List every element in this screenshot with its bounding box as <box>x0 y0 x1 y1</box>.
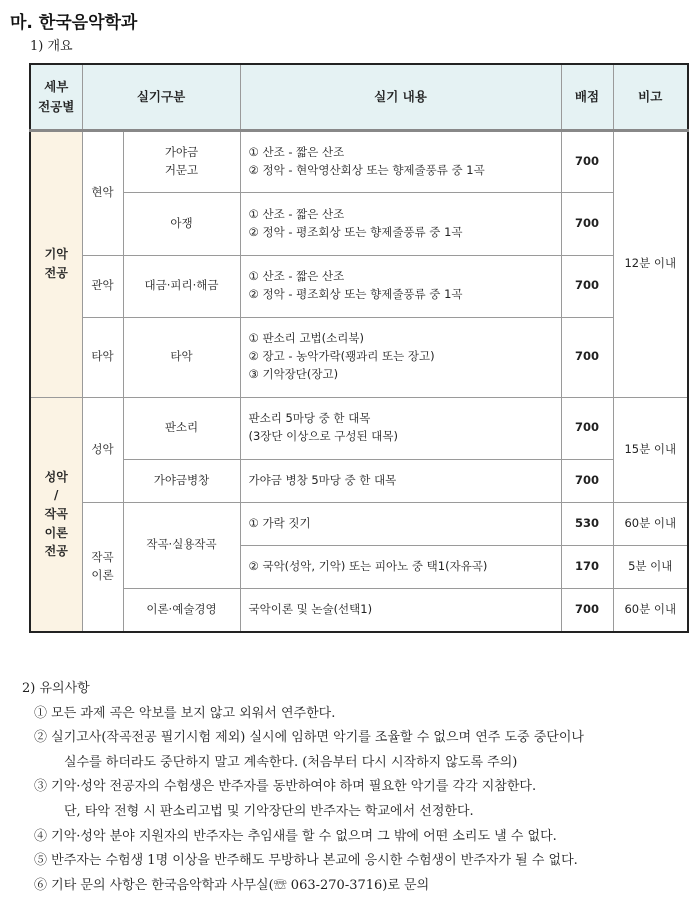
exam-table <box>29 63 689 633</box>
table-row <box>30 192 688 255</box>
group-jakgok: 작곡 이론 <box>82 502 123 632</box>
table-row <box>30 459 688 502</box>
item: 가야금 거문고 <box>123 130 240 192</box>
note-item: ② 실기고사(작곡전공 필기시험 제외) 실시에 임하면 악기를 조율할 수 없으며 연주 도중 중단이나 <box>34 730 584 746</box>
remark: 12분 이내 <box>613 130 688 397</box>
item: 이론·예술경영 <box>123 588 240 632</box>
note-item: ④ 기악·성악 분야 지원자의 반주자는 추임새를 할 수 없으며 그 밖에 어떤 소리도 낼 수 없다. <box>34 828 557 844</box>
header-category: 실기구분 <box>82 64 240 130</box>
group-seongak: 성악 <box>82 397 123 502</box>
content: ① 산조 - 짧은 산조 ② 정악 - 평조회상 또는 향제줄풍류 중 1곡 <box>240 255 561 317</box>
table-row <box>30 397 688 459</box>
table-row <box>30 502 688 545</box>
major-instrumental: 기악 전공 <box>30 130 82 397</box>
item: 가야금병창 <box>123 459 240 502</box>
header-content: 실기 내용 <box>240 64 561 130</box>
score: 700 <box>561 192 613 255</box>
table-row <box>30 255 688 317</box>
score: 700 <box>561 459 613 502</box>
header-remark: 비고 <box>613 64 688 130</box>
remark: 60분 이내 <box>613 588 688 632</box>
score: 170 <box>561 545 613 588</box>
content: ① 산조 - 짧은 산조 ② 정악 - 평조회상 또는 향제줄풍류 중 1곡 <box>240 192 561 255</box>
table-row <box>30 317 688 397</box>
table-row <box>30 130 688 192</box>
score: 700 <box>561 588 613 632</box>
group-hyeonak: 현악 <box>82 130 123 255</box>
content: ① 산조 - 짧은 산조 ② 정악 - 현악영산회상 또는 향제줄풍류 중 1곡 <box>240 130 561 192</box>
section-title: 마. 한국음악학과 <box>10 13 138 33</box>
score: 700 <box>561 317 613 397</box>
score: 700 <box>561 130 613 192</box>
remark: 15분 이내 <box>613 397 688 502</box>
notes-heading: 2) 유의사항 <box>22 681 90 696</box>
item: 작곡·실용작곡 <box>123 502 240 588</box>
content: ① 가락 짓기 <box>240 502 561 545</box>
table-header-row <box>30 64 688 130</box>
note-item-continued: 실수를 하더라도 중단하지 말고 계속한다. (처음부터 다시 시작하지 않도록 주의) <box>64 754 518 770</box>
note-item: ⑥ 기타 문의 사항은 한국음악학과 사무실(☏ 063-270-3716)로 문의 <box>34 877 430 893</box>
content: ① 판소리 고법(소리북) ② 장고 - 농악가락(꽹과리 또는 장고) ③ 기악장단(장고) <box>240 317 561 397</box>
score: 530 <box>561 502 613 545</box>
content: 판소리 5마당 중 한 대목 (3장단 이상으로 구성된 대목) <box>240 397 561 459</box>
item: 아쟁 <box>123 192 240 255</box>
note-item: ③ 기악·성악 전공자의 수험생은 반주자를 동반하여야 하며 필요한 악기를 각각 지참한다. <box>34 779 537 795</box>
content: ② 국악(성악, 기악) 또는 피아노 중 택1(자유곡) <box>240 545 561 588</box>
item: 대금·피리·해금 <box>123 255 240 317</box>
overview-label: 1) 개요 <box>30 39 73 54</box>
content: 가야금 병창 5마당 중 한 대목 <box>240 459 561 502</box>
table-row <box>30 588 688 632</box>
remark: 60분 이내 <box>613 502 688 545</box>
notes-section <box>22 677 584 898</box>
note-item: ① 모든 과제 곡은 악보를 보지 않고 외워서 연주한다. <box>34 705 336 721</box>
score: 700 <box>561 397 613 459</box>
note-item-continued: 단, 타악 전형 시 판소리고법 및 기악장단의 반주자는 학교에서 선정한다. <box>64 803 474 819</box>
item: 판소리 <box>123 397 240 459</box>
group-taak: 타악 <box>82 317 123 397</box>
item: 타악 <box>123 317 240 397</box>
remark: 5분 이내 <box>613 545 688 588</box>
content: 국악이론 및 논술(선택1) <box>240 588 561 632</box>
major-vocal-composition: 성악 / 작곡 이론 전공 <box>30 397 82 632</box>
group-gwanak: 관악 <box>82 255 123 317</box>
note-item: ⑤ 반주자는 수험생 1명 이상을 반주해도 무방하나 본교에 응시한 수험생이 반주자가 될 수 없다. <box>34 853 578 869</box>
header-score: 배점 <box>561 64 613 130</box>
score: 700 <box>561 255 613 317</box>
header-major: 세부 전공별 <box>30 64 82 130</box>
